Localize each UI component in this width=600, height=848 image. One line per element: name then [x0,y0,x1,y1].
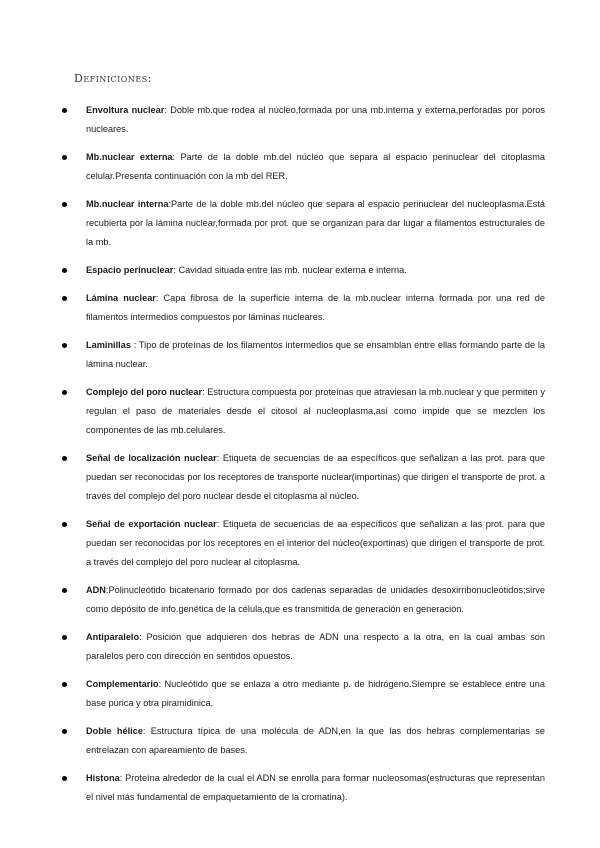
definition-term: Laminillas [86,340,131,350]
term-separator: : [216,519,223,529]
bullet-icon [62,456,67,461]
definition-text: Nucleótido que se enlaza a otro mediante p. de hidrógeno.Siempre se establece entre una base púrica y otra piramidinica. [86,679,545,708]
list-item [62,769,545,807]
list-item [62,449,545,506]
page-title: Definiciones: [74,72,152,85]
definition-term: Mb.nuclear interna [86,199,169,209]
definition-text: Capa fibrosa de la superficie interna de la mb.nuclear interna formada por una red de filamentos intermedios compuestos por láminas nucleares. [86,293,546,322]
bullet-icon [62,729,67,734]
list-item [62,261,545,280]
definition-text: Etiqueta de secuencias de aa específicos que señalizan a las prot. para que puedan ser reconocidas por los receptores en el interior del núcleo(exportinas) que dirigen el transporte de prot. a través del complejo del poro nuclear al citoplasma. [86,519,545,567]
term-separator: : [173,265,179,275]
definition-text: Estructura típica de una molécula de ADN,en la que las dos hebras complementarias se entrelazan con apareamiento de bases. [86,726,545,755]
definition-term: Envoltura nuclear [86,105,165,115]
definition-term: Señal de localización nuclear [86,453,217,463]
definition-text: Parte de la doble mb.del núcleo que separa al espacio perinuclear del citoplasma celular.Presenta continuación con la mb del RER. [86,152,545,181]
definition-text: Etiqueta de secuencias de aa específicos que señalizan a las prot. para que puedan ser reconocidas por los receptores de transporte nuclear(importinas) que dirigen el transporte de prot. a través del complejo del poro nuclear desde el citoplasma al núcleo. [86,453,546,501]
definition-term: Complejo del poro nuclear [86,387,203,397]
definition-term: Antiparalelo [86,632,140,642]
term-separator: : [155,293,164,303]
bullet-icon [62,202,67,207]
definition-term: Mb.nuclear externa [86,152,173,162]
definitions-list [62,101,545,807]
term-separator: : [158,679,165,689]
definition-term: ADN [86,585,106,595]
term-separator: : [164,105,171,115]
bullet-icon [62,343,67,348]
definition-text: Tipo de proteínas de los filamentos intermedios que se ensamblan entre ellas formando parte de la lámina nuclear. [86,340,545,369]
definition-term: Lámina nuclear [86,293,156,303]
list-item [62,148,545,186]
definition-text: Polinucleótido bicatenario formado por dos cadenas separadas de unidades desoxirribonucleótidos;sirve como depósito de info.genética de la célula,que es transmitida de generación en generación. [86,585,545,614]
list-item [62,722,545,760]
term-separator: : [142,726,151,736]
bullet-icon [62,635,67,640]
definition-text: Doble mb.que rodea al núcleo,formada por una mb.interna y externa,perforadas por poros nucleares. [86,105,545,134]
definition-term: Señal de exportación nuclear [86,519,217,529]
list-item [62,195,545,252]
bullet-icon [62,390,67,395]
definition-text: Proteína alrededor de la cual el ADN se enrolla para formar nucleosomas(estructuras que representan el nivel más fundamental de empaquetamiento de la cromatina). [86,773,545,802]
list-item [62,289,545,327]
definition-text: Cavidad situada entre las mb. nuclear externa e interna. [178,265,407,275]
term-separator: : [216,453,223,463]
list-item [62,515,545,572]
bullet-icon [62,588,67,593]
definition-text: Parte de la doble mb.del núcleo que separa al espacio perinuclear del nucleoplasma.Está recubierta por la lámina nuclear,formada por prot. que se organizan para dar lugar a filamentos estructurales de la mb. [86,199,546,247]
list-item [62,675,545,713]
definition-term: Doble hélice [86,726,143,736]
term-separator: : [202,387,208,397]
list-item [62,336,545,374]
definition-text: Posición que adquieren dos hebras de ADN una respecto a la otra, en la cual ambas son paralelos pero con dirección en sentidos opuestos. [86,632,546,661]
list-item [62,383,545,440]
definition-term: Complementario [86,679,159,689]
term-separator: : [105,585,109,595]
list-item [62,101,545,139]
bullet-icon [62,776,67,781]
term-separator: : [139,632,147,642]
definition-term: Histona [86,773,120,783]
definition-text: Estructura compuesta por proteínas que atraviesan la mb.nuclear y que permiten y regulan el paso de materiales desde el citosol al nucleoplasma,así como impide que se mezclen los componentes de las mb.celulares. [86,387,545,435]
bullet-icon [62,682,67,687]
bullet-icon [62,268,67,273]
bullet-icon [62,108,67,113]
bullet-icon [62,522,67,527]
term-separator: : [119,773,126,783]
term-separator: : [130,340,139,350]
definition-term: Espacio perinuclear [86,265,174,275]
bullet-icon [62,296,67,301]
list-item [62,581,545,619]
list-item [62,628,545,666]
term-separator: : [168,199,172,209]
term-separator: : [172,152,181,162]
bullet-icon [62,155,67,160]
